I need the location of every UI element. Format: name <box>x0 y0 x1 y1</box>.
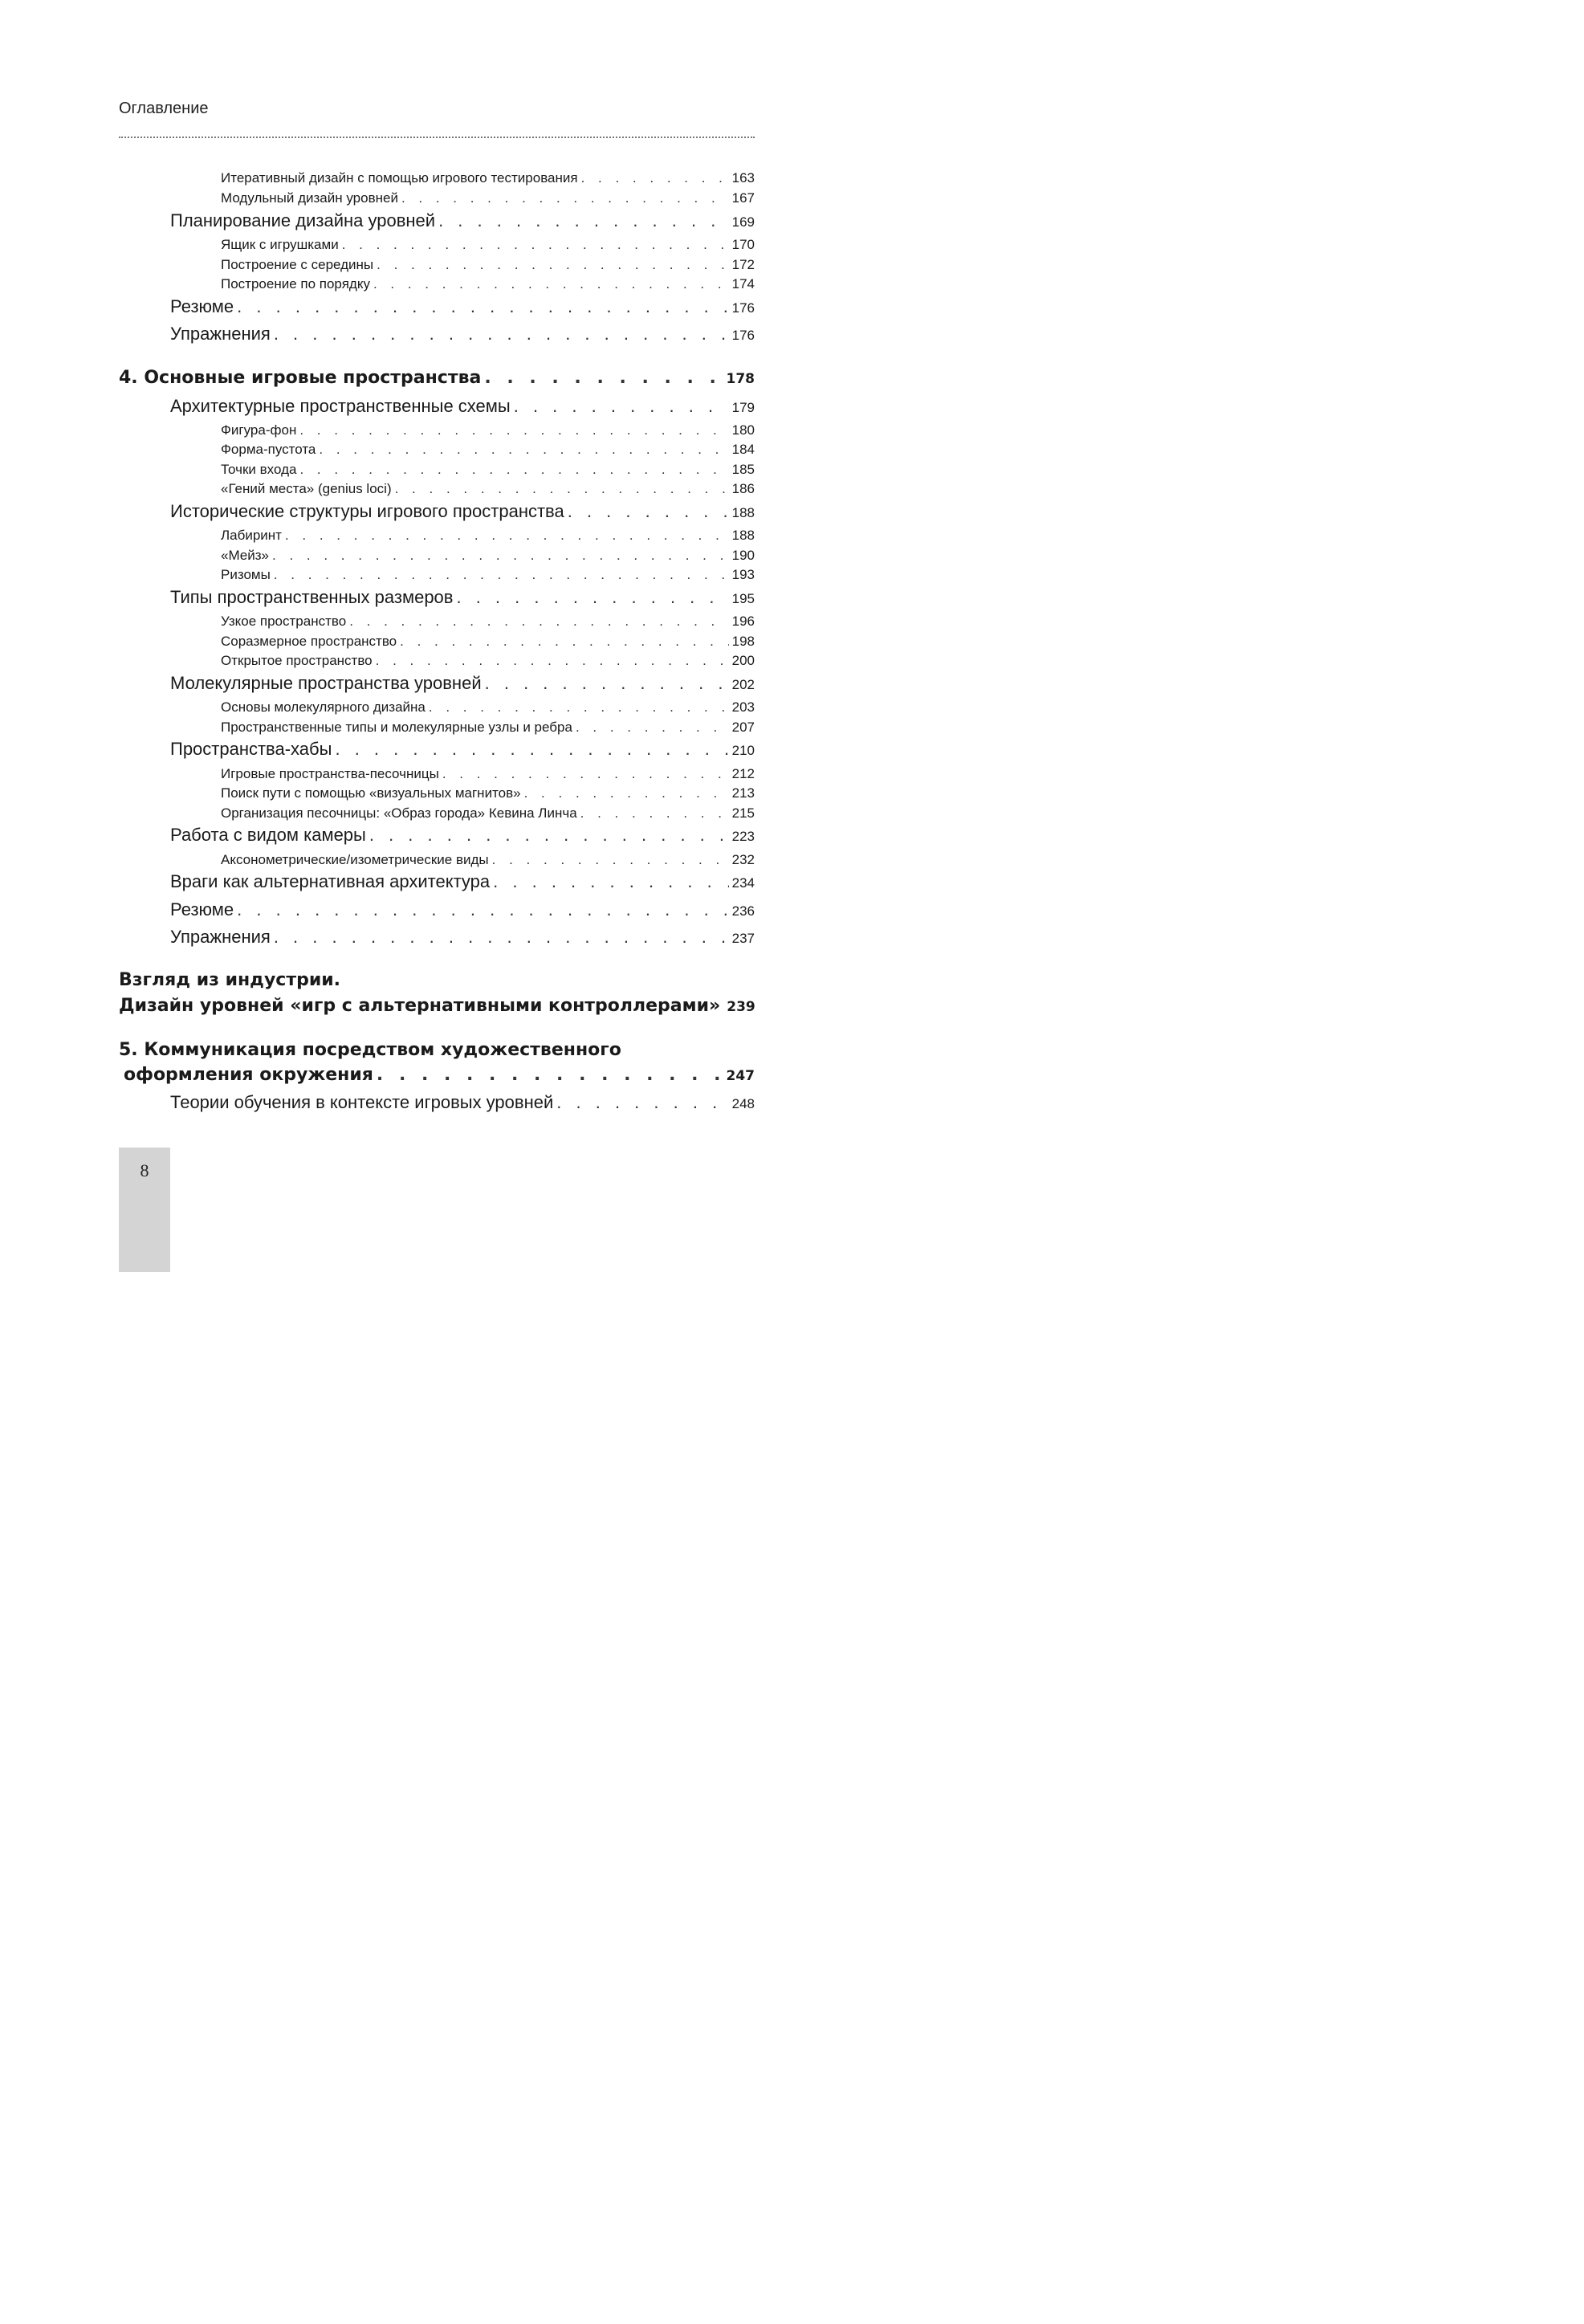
toc-entry-title: Архитектурные пространственные схемы <box>170 396 511 416</box>
toc-entry[interactable] <box>221 481 755 497</box>
toc-entry-page: 167 <box>731 190 755 206</box>
toc-entry-page: 248 <box>731 1096 755 1111</box>
toc-entry-title: Планирование дизайна уровней <box>170 210 436 230</box>
toc-entry[interactable] <box>221 805 755 822</box>
toc-entry[interactable] <box>170 1092 755 1113</box>
toc-entry-page: 223 <box>731 829 755 844</box>
toc-entry-page: 237 <box>731 931 755 946</box>
toc-entry[interactable] <box>221 276 755 292</box>
toc-entry-title: Резюме <box>170 296 234 316</box>
dot-leader <box>272 548 729 564</box>
toc-entry-page: 193 <box>731 567 755 582</box>
toc-entry-page: 207 <box>731 720 755 735</box>
dot-leader <box>319 442 728 458</box>
toc-entry-title: Фигура-фон <box>221 422 297 438</box>
toc-entry-title: Типы пространственных размеров <box>170 587 454 607</box>
toc-entry-title: Основы молекулярного дизайна <box>221 699 426 715</box>
dot-leader <box>376 653 729 669</box>
dot-leader <box>438 210 729 231</box>
page-number: 8 <box>140 1160 149 1180</box>
toc-entry[interactable] <box>170 587 755 608</box>
toc-entry-page: 169 <box>731 214 755 230</box>
toc-entry-title: Игровые пространства-песочницы <box>221 766 439 781</box>
toc-entry[interactable] <box>221 634 755 650</box>
toc-entry-title: Поиск пути с помощью «визуальных магнитов» <box>221 785 521 801</box>
toc-entry-title: Теории обучения в контексте игровых уровней <box>170 1092 554 1112</box>
toc-entry[interactable] <box>221 442 755 458</box>
dot-leader <box>285 528 729 544</box>
toc-entry-title: 4. Основные игровые пространства <box>119 368 482 388</box>
dot-leader <box>456 587 728 608</box>
toc-entry-title: Пространственные типы и молекулярные узлы и ребра <box>221 720 572 735</box>
dot-leader <box>373 276 729 292</box>
toc-entry-page: 176 <box>731 328 755 343</box>
dot-leader <box>400 634 728 650</box>
toc-entry-page: 213 <box>731 785 755 801</box>
toc-entry-title: Форма-пустота <box>221 442 316 457</box>
toc-entry-page: 174 <box>731 276 755 292</box>
dot-leader <box>377 1065 723 1085</box>
toc-entry-title: Организация песочницы: «Образ города» Кевина Линча <box>221 805 577 821</box>
toc-entry[interactable] <box>170 927 755 948</box>
toc-entry-title: Построение по порядку <box>221 276 370 292</box>
toc-entry-title: Построение с середины <box>221 257 374 272</box>
toc-entry-page: 239 <box>727 999 755 1015</box>
toc-entry[interactable] <box>221 766 755 782</box>
toc-entry-page: 190 <box>731 548 755 563</box>
toc-entry[interactable] <box>170 899 755 920</box>
toc-entry[interactable] <box>170 871 755 892</box>
dot-leader <box>484 368 723 388</box>
toc-entry-page: 186 <box>731 481 755 496</box>
toc-entry-page: 212 <box>731 766 755 781</box>
toc-entry-title: Молекулярные пространства уровней <box>170 673 482 693</box>
toc-entry[interactable] <box>221 653 755 669</box>
toc-entry-page: 176 <box>731 300 755 316</box>
toc-entry-page: 202 <box>731 677 755 692</box>
toc-industry-heading: Взгляд из индустрии. <box>119 970 341 990</box>
dot-leader <box>556 1092 728 1113</box>
toc-entry-title: Работа с видом камеры <box>170 825 366 845</box>
dot-leader <box>429 699 729 716</box>
toc-chapter[interactable] <box>119 996 755 1016</box>
toc-entry-page: 178 <box>726 371 755 387</box>
toc-entry-title: Модульный дизайн уровней <box>221 190 398 206</box>
dot-leader <box>335 739 728 760</box>
toc-entry[interactable] <box>221 462 755 478</box>
toc-chapter[interactable] <box>119 368 755 388</box>
toc-entry[interactable] <box>170 296 755 317</box>
toc-entry[interactable] <box>221 785 755 801</box>
toc-entry-page: 210 <box>731 743 755 758</box>
toc-entry-title: Аксонометрические/изометрические виды <box>221 852 489 867</box>
dot-leader <box>369 825 729 846</box>
dot-leader <box>237 899 728 920</box>
toc-entry-title: Упражнения <box>170 324 271 344</box>
toc-entry[interactable] <box>221 237 755 253</box>
toc-entry-page: 170 <box>731 237 755 252</box>
dot-leader <box>237 296 728 317</box>
toc-entry-page: 196 <box>731 614 755 629</box>
toc-entry-page: 234 <box>731 875 755 891</box>
toc-entry-title: «Мейз» <box>221 548 270 563</box>
dot-leader <box>401 190 729 206</box>
toc-entry-page: 198 <box>731 634 755 649</box>
toc-entry-title: оформления окружения <box>124 1065 373 1085</box>
toc-entry-page: 215 <box>731 805 755 821</box>
toc-entry-page: 203 <box>731 699 755 715</box>
toc-entry[interactable] <box>170 825 755 846</box>
toc-chapter[interactable] <box>124 1065 755 1085</box>
dot-leader <box>274 927 729 948</box>
toc-chapter5-heading: 5. Коммуникация посредством художественного <box>119 1040 621 1060</box>
toc-entry[interactable] <box>170 501 755 522</box>
dot-leader <box>274 567 729 583</box>
toc-entry-page: 188 <box>731 505 755 520</box>
dot-leader <box>395 481 729 497</box>
toc-entry[interactable] <box>221 720 755 736</box>
running-header: Оглавление <box>119 100 209 117</box>
dot-leader <box>581 170 729 186</box>
toc-entry-page: 172 <box>731 257 755 272</box>
toc-entry[interactable] <box>170 396 755 417</box>
toc-entry-title: Ризомы <box>221 567 271 582</box>
toc-entry[interactable] <box>221 257 755 273</box>
toc-entry-page: 195 <box>731 591 755 606</box>
toc-entry[interactable] <box>221 190 755 206</box>
dot-leader <box>524 785 729 801</box>
toc-entry-page: 247 <box>726 1068 755 1084</box>
toc-entry[interactable] <box>221 699 755 716</box>
toc-entry[interactable] <box>221 422 755 438</box>
dot-leader <box>576 720 729 736</box>
toc-entry[interactable] <box>221 852 755 868</box>
toc-entry[interactable] <box>170 210 755 231</box>
toc-entry-title: Итеративный дизайн с помощью игрового тестирования <box>221 170 578 186</box>
toc-entry-title: Враги как альтернативная архитектура <box>170 871 491 891</box>
toc-entry[interactable] <box>221 528 755 544</box>
toc-entry-title: Узкое пространство <box>221 614 347 629</box>
toc-entry-title: Соразмерное пространство <box>221 634 397 649</box>
toc-entry[interactable] <box>170 324 755 345</box>
dot-leader <box>485 673 729 694</box>
toc-entry[interactable] <box>170 673 755 694</box>
dot-leader <box>580 805 729 822</box>
toc-entry-title: Ящик с игрушками <box>221 237 339 252</box>
toc-entry-page: 180 <box>731 422 755 438</box>
toc-entry-title: Открытое пространство <box>221 653 373 668</box>
toc-entry-title: Исторические структуры игрового пространства <box>170 501 564 521</box>
toc-entry[interactable] <box>221 548 755 564</box>
toc-entry-page: 179 <box>731 400 755 415</box>
dot-leader <box>493 871 728 892</box>
toc-entry[interactable] <box>170 739 755 760</box>
dot-leader <box>514 396 729 417</box>
toc-entry-title: Пространства-хабы <box>170 739 332 759</box>
toc-entry-page: 185 <box>731 462 755 477</box>
dot-leader <box>492 852 729 868</box>
toc-entry-title: Резюме <box>170 899 234 919</box>
dot-leader <box>342 237 729 253</box>
toc-entry[interactable] <box>221 170 755 186</box>
toc-entry-title: Лабиринт <box>221 528 282 543</box>
dot-leader <box>377 257 729 273</box>
header-divider <box>119 137 755 138</box>
toc-entry[interactable] <box>221 567 755 583</box>
dot-leader <box>299 422 728 438</box>
dot-leader <box>299 462 728 478</box>
toc-entry-title: Точки входа <box>221 462 297 477</box>
toc-entry-title: «Гений места» (genius loci) <box>221 481 392 496</box>
dot-leader <box>349 614 728 630</box>
toc-entry-page: 163 <box>731 170 755 186</box>
toc-entry-page: 200 <box>731 653 755 668</box>
toc-entry[interactable] <box>221 614 755 630</box>
toc-entry-title: Дизайн уровней «игр с альтернативными контроллерами» <box>119 996 721 1016</box>
toc-entry-page: 232 <box>731 852 755 867</box>
dot-leader <box>442 766 729 782</box>
dot-leader <box>568 501 729 522</box>
toc-entry-page: 236 <box>731 903 755 919</box>
toc-entry-page: 188 <box>731 528 755 543</box>
dot-leader <box>274 324 729 345</box>
toc-entry-title: Упражнения <box>170 927 271 947</box>
toc-entry-page: 184 <box>731 442 755 457</box>
